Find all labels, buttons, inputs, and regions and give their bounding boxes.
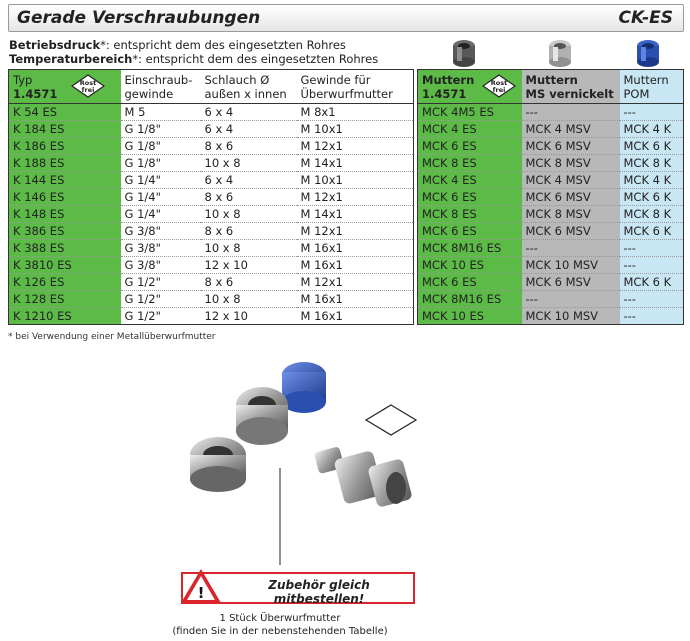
nuts-row bbox=[418, 257, 684, 274]
hose-cell: 6 x 4 bbox=[201, 121, 297, 138]
thread-cell: G 1/2" bbox=[121, 308, 201, 325]
nut-thread-cell: M 10x1 bbox=[297, 172, 414, 189]
fittings-row bbox=[9, 155, 414, 172]
nut-thread-cell: M 16x1 bbox=[297, 291, 414, 308]
col-einschraub bbox=[121, 70, 201, 104]
nut-thread-cell: M 12x1 bbox=[297, 138, 414, 155]
stainless-nut-cell: MCK 8M16 ES bbox=[418, 240, 522, 257]
svg-text:Rost: Rost bbox=[490, 79, 508, 87]
col-gewinde-l1: Gewinde für bbox=[300, 73, 371, 87]
hose-cell: 12 x 10 bbox=[201, 257, 297, 274]
type-cell: K 184 ES bbox=[9, 121, 121, 138]
col-typ-material: 1.4571 bbox=[13, 87, 58, 101]
type-cell: K 386 ES bbox=[9, 223, 121, 240]
fittings-row bbox=[9, 223, 414, 240]
caption-line-1: 1 Stück Überwurfmutter bbox=[219, 613, 341, 624]
fitting-product-image bbox=[176, 350, 426, 565]
nut-thread-cell: M 16x1 bbox=[297, 257, 414, 274]
nuts-row bbox=[418, 155, 684, 172]
stainless-nut-cell: MCK 8M16 ES bbox=[418, 291, 522, 308]
thread-cell: G 1/2" bbox=[121, 291, 201, 308]
stainless-nut-cell: MCK 8 ES bbox=[418, 206, 522, 223]
nuts-row bbox=[418, 291, 684, 308]
caption bbox=[130, 612, 430, 638]
nut-thread-cell: M 8x1 bbox=[297, 104, 414, 121]
ms-nut-cell: --- bbox=[522, 104, 620, 121]
pressure-text: *: entspricht dem des eingesetzten Rohres bbox=[100, 38, 346, 52]
pom-nut-cell: MCK 6 K bbox=[620, 138, 684, 155]
nickel-nut-icon bbox=[546, 38, 574, 68]
type-cell: K 54 ES bbox=[9, 104, 121, 121]
ms-nut-cell: MCK 10 MSV bbox=[522, 308, 620, 325]
col-m3-l1: Muttern bbox=[623, 73, 669, 87]
thread-cell: G 1/2" bbox=[121, 274, 201, 291]
thread-cell: G 1/8" bbox=[121, 155, 201, 172]
hose-cell: 10 x 8 bbox=[201, 155, 297, 172]
nuts-row bbox=[418, 172, 684, 189]
col-typ-label: Typ bbox=[13, 73, 33, 87]
fittings-row bbox=[9, 172, 414, 189]
pom-nut-cell: MCK 4 K bbox=[620, 172, 684, 189]
pressure-spec bbox=[9, 38, 346, 52]
ms-nut-cell: --- bbox=[522, 240, 620, 257]
fittings-row bbox=[9, 274, 414, 291]
hose-cell: 8 x 6 bbox=[201, 138, 297, 155]
hose-cell: 8 x 6 bbox=[201, 223, 297, 240]
nut-thread-cell: M 16x1 bbox=[297, 308, 414, 325]
hose-cell: 8 x 6 bbox=[201, 274, 297, 291]
type-cell: K 126 ES bbox=[9, 274, 121, 291]
col-m1-l2: 1.4571 bbox=[422, 87, 467, 101]
nut-thread-cell: M 14x1 bbox=[297, 155, 414, 172]
rostfrei-logo bbox=[71, 74, 105, 98]
col-gewinde bbox=[297, 70, 414, 104]
col-muttern-stainless bbox=[418, 70, 522, 104]
ms-nut-cell: MCK 6 MSV bbox=[522, 138, 620, 155]
nut-thread-cell: M 12x1 bbox=[297, 274, 414, 291]
pom-nut-cell: --- bbox=[620, 240, 684, 257]
stainless-nut-cell: MCK 4M5 ES bbox=[418, 104, 522, 121]
nuts-row bbox=[418, 138, 684, 155]
hose-cell: 12 x 10 bbox=[201, 308, 297, 325]
pom-nut-cell: MCK 6 K bbox=[620, 189, 684, 206]
stainless-nut-icon bbox=[450, 38, 478, 68]
thread-cell: G 3/8" bbox=[121, 257, 201, 274]
col-muttern-pom bbox=[620, 70, 684, 104]
nuts-row bbox=[418, 121, 684, 138]
thread-cell: G 1/8" bbox=[121, 138, 201, 155]
svg-text:frei: frei bbox=[492, 86, 506, 94]
stainless-nut-cell: MCK 8 ES bbox=[418, 155, 522, 172]
fittings-row bbox=[9, 257, 414, 274]
col-einschraub-l1: Einschraub- bbox=[124, 73, 193, 87]
ms-nut-cell: MCK 6 MSV bbox=[522, 274, 620, 291]
col-typ bbox=[9, 70, 121, 104]
col-schlauch-l2: außen x innen bbox=[204, 87, 287, 101]
col-m3-l2: POM bbox=[623, 87, 650, 101]
thread-cell: G 1/4" bbox=[121, 172, 201, 189]
pom-nut-cell: MCK 8 K bbox=[620, 206, 684, 223]
col-schlauch-l1: Schlauch Ø bbox=[204, 73, 270, 87]
nuts-header-row bbox=[418, 70, 684, 104]
hose-cell: 10 x 8 bbox=[201, 291, 297, 308]
hose-cell: 10 x 8 bbox=[201, 206, 297, 223]
thread-cell: G 3/8" bbox=[121, 223, 201, 240]
stainless-nut-cell: MCK 6 ES bbox=[418, 138, 522, 155]
col-m1-l1: Muttern bbox=[422, 73, 475, 87]
temperature-spec bbox=[9, 52, 378, 66]
fittings-row bbox=[9, 121, 414, 138]
fittings-row bbox=[9, 206, 414, 223]
col-m2-l2: MS vernickelt bbox=[525, 87, 614, 101]
nuts-row bbox=[418, 223, 684, 240]
type-cell: K 128 ES bbox=[9, 291, 121, 308]
fittings-row bbox=[9, 189, 414, 206]
pom-nut-cell: MCK 4 K bbox=[620, 121, 684, 138]
temperature-label: Temperaturbereich bbox=[9, 52, 133, 66]
type-cell: K 186 ES bbox=[9, 138, 121, 155]
warning-text: Zubehör gleich mitbestellen! bbox=[268, 578, 370, 606]
thread-cell: M 5 bbox=[121, 104, 201, 121]
col-gewinde-l2: Überwurfmutter bbox=[300, 87, 393, 101]
temperature-text: *: entspricht dem des eingesetzten Rohres bbox=[132, 52, 379, 66]
svg-text:!: ! bbox=[197, 584, 205, 602]
title-bar bbox=[8, 4, 684, 32]
nuts-row bbox=[418, 240, 684, 257]
pom-nut-cell: --- bbox=[620, 104, 684, 121]
thread-cell: G 1/8" bbox=[121, 121, 201, 138]
nuts-row bbox=[418, 189, 684, 206]
pom-nut-icon bbox=[634, 38, 662, 68]
ms-nut-cell: MCK 4 MSV bbox=[522, 121, 620, 138]
nuts-row bbox=[418, 206, 684, 223]
fittings-row bbox=[9, 291, 414, 308]
pom-nut-cell: MCK 6 K bbox=[620, 223, 684, 240]
nut-thread-cell: M 12x1 bbox=[297, 223, 414, 240]
stainless-nut-cell: MCK 4 ES bbox=[418, 121, 522, 138]
type-cell: K 3810 ES bbox=[9, 257, 121, 274]
nuts-table bbox=[417, 69, 684, 325]
fittings-header-row bbox=[9, 70, 414, 104]
thread-cell: G 1/4" bbox=[121, 206, 201, 223]
type-cell: K 188 ES bbox=[9, 155, 121, 172]
col-einschraub-l2: gewinde bbox=[124, 87, 174, 101]
ms-nut-cell: MCK 6 MSV bbox=[522, 223, 620, 240]
nuts-row bbox=[418, 274, 684, 291]
stainless-nut-cell: MCK 6 ES bbox=[418, 223, 522, 240]
fittings-table bbox=[8, 69, 414, 325]
pom-nut-cell: MCK 6 K bbox=[620, 274, 684, 291]
svg-text:frei: frei bbox=[81, 86, 95, 94]
pressure-label: Betriebsdruck bbox=[9, 38, 101, 52]
pom-nut-cell: --- bbox=[620, 308, 684, 325]
nut-thread-cell: M 14x1 bbox=[297, 206, 414, 223]
nuts-row bbox=[418, 308, 684, 325]
hose-cell: 10 x 8 bbox=[201, 240, 297, 257]
col-schlauch bbox=[201, 70, 297, 104]
pom-nut-cell: --- bbox=[620, 257, 684, 274]
fittings-row bbox=[9, 240, 414, 257]
product-code: CK-ES bbox=[618, 8, 673, 28]
pom-nut-cell: --- bbox=[620, 291, 684, 308]
col-muttern-ms bbox=[522, 70, 620, 104]
ms-nut-cell: MCK 10 MSV bbox=[522, 257, 620, 274]
thread-cell: G 1/4" bbox=[121, 189, 201, 206]
hose-cell: 8 x 6 bbox=[201, 189, 297, 206]
nut-thread-cell: M 12x1 bbox=[297, 189, 414, 206]
type-cell: K 388 ES bbox=[9, 240, 121, 257]
ms-nut-cell: MCK 8 MSV bbox=[522, 206, 620, 223]
stainless-nut-cell: MCK 4 ES bbox=[418, 172, 522, 189]
pom-nut-cell: MCK 8 K bbox=[620, 155, 684, 172]
svg-text:Rost: Rost bbox=[79, 79, 97, 87]
type-cell: K 144 ES bbox=[9, 172, 121, 189]
stainless-nut-cell: MCK 6 ES bbox=[418, 274, 522, 291]
ms-nut-cell: --- bbox=[522, 291, 620, 308]
nuts-row bbox=[418, 104, 684, 121]
fittings-row bbox=[9, 138, 414, 155]
ms-nut-cell: MCK 8 MSV bbox=[522, 155, 620, 172]
hose-cell: 6 x 4 bbox=[201, 104, 297, 121]
thread-cell: G 3/8" bbox=[121, 240, 201, 257]
fittings-row bbox=[9, 308, 414, 325]
stainless-nut-cell: MCK 10 ES bbox=[418, 257, 522, 274]
caption-line-2: (finden Sie in der nebenstehenden Tabelle) bbox=[172, 626, 388, 637]
stainless-nut-cell: MCK 6 ES bbox=[418, 189, 522, 206]
page-title: Gerade Verschraubungen bbox=[17, 8, 261, 28]
ms-nut-cell: MCK 6 MSV bbox=[522, 189, 620, 206]
type-cell: K 146 ES bbox=[9, 189, 121, 206]
nut-thread-cell: M 16x1 bbox=[297, 240, 414, 257]
nut-thread-cell: M 10x1 bbox=[297, 121, 414, 138]
type-cell: K 1210 ES bbox=[9, 308, 121, 325]
rostfrei-logo-2 bbox=[482, 74, 516, 98]
fittings-row bbox=[9, 104, 414, 121]
type-cell: K 148 ES bbox=[9, 206, 121, 223]
ms-nut-cell: MCK 4 MSV bbox=[522, 172, 620, 189]
stainless-nut-cell: MCK 10 ES bbox=[418, 308, 522, 325]
hose-cell: 6 x 4 bbox=[201, 172, 297, 189]
footnote: * bei Verwendung einer Metallüberwurfmutter bbox=[8, 332, 216, 342]
col-m2-l1: Muttern bbox=[525, 73, 578, 87]
